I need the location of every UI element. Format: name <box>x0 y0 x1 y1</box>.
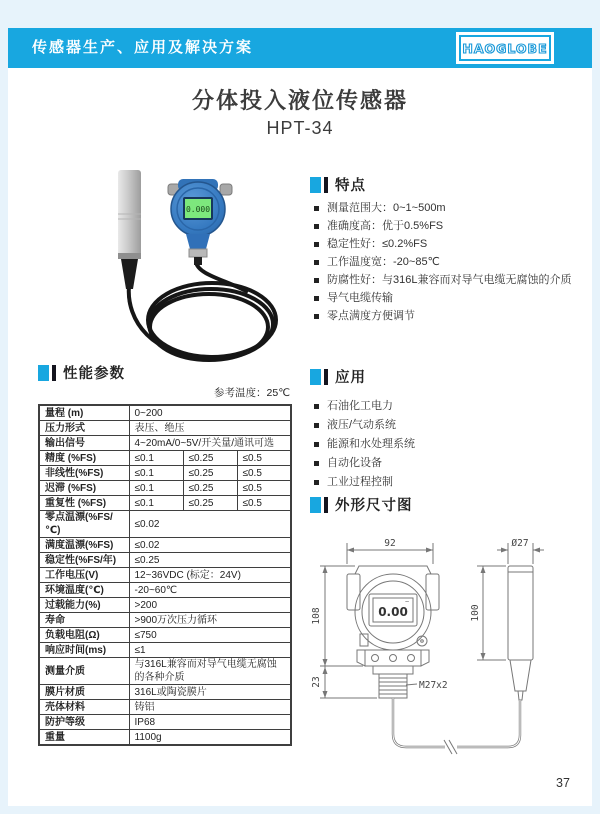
section-marker-bar-icon <box>324 497 328 513</box>
probe-cone <box>121 259 138 289</box>
param-value: 316L或陶瓷膜片 <box>129 685 291 700</box>
transmitter-body <box>168 179 232 265</box>
section-heading: 特点 <box>335 178 366 194</box>
param-value: 1100g <box>129 730 291 746</box>
param-value: 与316L兼容而对导气电缆无腐蚀的各种介质 <box>129 658 291 685</box>
param-label: 壳体材料 <box>39 700 129 715</box>
features-list <box>312 200 580 326</box>
param-label: 重量 <box>39 730 129 746</box>
application-item <box>312 436 580 453</box>
param-value: ≤0.1 <box>129 481 183 496</box>
logo-box <box>456 32 554 64</box>
param-label: 寿命 <box>39 613 129 628</box>
param-value: ≤0.1 <box>129 496 183 511</box>
lcd-reading: 0.000 <box>185 205 211 214</box>
applications-list <box>312 398 580 493</box>
table-row <box>39 511 291 538</box>
logo-frame <box>459 35 551 61</box>
table-row <box>39 598 291 613</box>
param-label: 压力形式 <box>39 421 129 436</box>
param-label: 重复性 (%FS) <box>39 496 129 511</box>
dimension-diagram <box>305 528 595 783</box>
feature-item <box>312 272 580 289</box>
feature-item <box>312 308 580 325</box>
section-dimensions <box>310 494 413 515</box>
table-row <box>39 553 291 568</box>
param-label: 量程 (m) <box>39 405 129 421</box>
section-heading: 应用 <box>335 370 366 386</box>
bullet-text: 液压/气动系统 <box>327 419 397 431</box>
bolt-right <box>220 184 232 195</box>
param-value: ≤0.25 <box>183 466 237 481</box>
bullet-text: 工作温度宽：-20~85℃ <box>327 256 440 268</box>
param-label: 输出信号 <box>39 436 129 451</box>
table-row <box>39 436 291 451</box>
param-value: ≤0.1 <box>129 466 183 481</box>
bullet-square-icon <box>314 404 319 409</box>
section-features <box>310 174 366 195</box>
section-marker-bar-icon <box>324 369 328 385</box>
param-label: 精度 (%FS) <box>39 451 129 466</box>
dim-probe-length: 100 <box>470 604 481 622</box>
table-row <box>39 496 291 511</box>
bullet-text: 导气电缆传输 <box>327 292 393 304</box>
section-applications <box>310 366 366 387</box>
param-label: 负载电阻(Ω) <box>39 628 129 643</box>
table-row <box>39 628 291 643</box>
param-value: ≤0.1 <box>129 451 183 466</box>
param-label: 环境温度(℃) <box>39 583 129 598</box>
param-value: 铸铝 <box>129 700 291 715</box>
param-value: ≤0.5 <box>237 466 291 481</box>
param-value: ≤0.5 <box>237 451 291 466</box>
table-row <box>39 685 291 700</box>
bullet-square-icon <box>314 461 319 466</box>
drawing-lcd-reading: 0.00 <box>378 605 408 619</box>
probe-body <box>118 170 141 289</box>
param-value: >900万次压力循环 <box>129 613 291 628</box>
param-value: ≤0.25 <box>129 553 291 568</box>
section-marker-square-icon <box>310 369 321 385</box>
bullet-square-icon <box>314 242 319 247</box>
table-row <box>39 700 291 715</box>
bullet-text: 工业过程控制 <box>327 476 393 488</box>
section-marker-square-icon <box>38 365 49 381</box>
param-label: 非线性(%FS) <box>39 466 129 481</box>
cable-coil <box>129 262 276 360</box>
param-label: 工作电压(V) <box>39 568 129 583</box>
bullet-square-icon <box>314 260 319 265</box>
param-label: 防护等级 <box>39 715 129 730</box>
bullet-text: 石油化工电力 <box>327 400 393 412</box>
lcd-tilde: ~ <box>405 599 410 606</box>
dim-body-height: 108 <box>311 607 322 625</box>
param-label: 零点温漂(%FS/℃) <box>39 511 129 538</box>
feature-item <box>312 218 580 235</box>
param-label: 膜片材质 <box>39 685 129 700</box>
param-value: -20~60℃ <box>129 583 291 598</box>
header-banner <box>8 28 592 68</box>
table-row <box>39 405 291 421</box>
table-row <box>39 583 291 598</box>
section-heading: 性能参数 <box>63 366 125 382</box>
banner-slogan: 传感器生产、应用及解决方案 <box>32 39 254 56</box>
bullet-text: 准确度高：优于0.5%FS <box>327 220 444 232</box>
datasheet-page <box>8 28 592 806</box>
bullet-text: 防腐性好：与316L兼容而对导气电缆无腐蚀的介质 <box>327 274 572 286</box>
param-label: 响应时间(ms) <box>39 643 129 658</box>
dim-probe-diameter: Ø27 <box>511 538 529 549</box>
param-label: 迟滞 (%FS) <box>39 481 129 496</box>
table-row <box>39 421 291 436</box>
section-marker-square-icon <box>310 497 321 513</box>
section-marker-bar-icon <box>324 177 328 193</box>
product-photo <box>80 162 300 367</box>
application-item <box>312 474 580 491</box>
param-value: 12~36VDC (标定：24V) <box>129 568 291 583</box>
table-row <box>39 730 291 746</box>
transmitter-outline <box>347 566 439 698</box>
table-row <box>39 658 291 685</box>
param-value: 表压、绝压 <box>129 421 291 436</box>
feature-item <box>312 290 580 307</box>
param-value: IP68 <box>129 715 291 730</box>
param-value: ≤0.02 <box>129 511 291 538</box>
param-value: ≤0.02 <box>129 538 291 553</box>
feature-item <box>312 236 580 253</box>
feature-item <box>312 254 580 271</box>
dim-body-width: 92 <box>384 538 396 549</box>
section-heading: 外形尺寸图 <box>335 498 413 514</box>
application-item <box>312 455 580 472</box>
bullet-square-icon <box>314 480 319 485</box>
reference-temperature-note: 参考温度：25℃ <box>214 387 290 399</box>
section-performance <box>38 362 125 383</box>
bullet-text: 自动化设备 <box>327 457 382 469</box>
param-label: 满度温漂(%FS) <box>39 538 129 553</box>
param-value: ≤750 <box>129 628 291 643</box>
param-value: ≤1 <box>129 643 291 658</box>
bullet-square-icon <box>314 224 319 229</box>
table-row <box>39 466 291 481</box>
bullet-text: 测量范围大：0~1~500m <box>327 202 446 214</box>
param-value: ≤0.25 <box>183 451 237 466</box>
bullet-square-icon <box>314 442 319 447</box>
brand-logo: HAOGLOBE <box>462 40 548 56</box>
product-title: 分体投入液位传感器 <box>191 88 408 113</box>
table-row <box>39 451 291 466</box>
dim-lower-height: 23 <box>311 676 322 688</box>
bullet-text: 零点满度方便调节 <box>327 310 415 322</box>
param-label: 测量介质 <box>39 658 129 685</box>
param-value: 0~200 <box>129 405 291 421</box>
param-label: 稳定性(%FS/年) <box>39 553 129 568</box>
table-row <box>39 538 291 553</box>
table-row <box>39 568 291 583</box>
table-row <box>39 613 291 628</box>
bullet-square-icon <box>314 314 319 319</box>
param-value: ≤0.25 <box>183 496 237 511</box>
table-row <box>39 643 291 658</box>
bullet-square-icon <box>314 296 319 301</box>
param-label: 过载能力(%) <box>39 598 129 613</box>
page-number: 37 <box>556 776 570 790</box>
feature-item <box>312 200 580 217</box>
bullet-text: 稳定性好：≤0.2%FS <box>327 238 428 250</box>
param-value: >200 <box>129 598 291 613</box>
bullet-text: 能源和水处理系统 <box>327 438 415 450</box>
bullet-square-icon <box>314 206 319 211</box>
param-value: 4~20mA/0~5V/开关量/通讯可选 <box>129 436 291 451</box>
probe-outline <box>508 566 533 700</box>
param-value: ≤0.5 <box>237 481 291 496</box>
application-item <box>312 417 580 434</box>
section-marker-square-icon <box>310 177 321 193</box>
param-value: ≤0.25 <box>183 481 237 496</box>
table-row <box>39 481 291 496</box>
table-row <box>39 715 291 730</box>
bullet-square-icon <box>314 278 319 283</box>
bullet-square-icon <box>314 423 319 428</box>
dim-thread-spec: M27x2 <box>419 680 448 691</box>
application-item <box>312 398 580 415</box>
product-model: HPT-34 <box>266 118 334 138</box>
section-marker-bar-icon <box>52 365 56 381</box>
param-value: ≤0.5 <box>237 496 291 511</box>
parameters-table <box>38 404 292 746</box>
